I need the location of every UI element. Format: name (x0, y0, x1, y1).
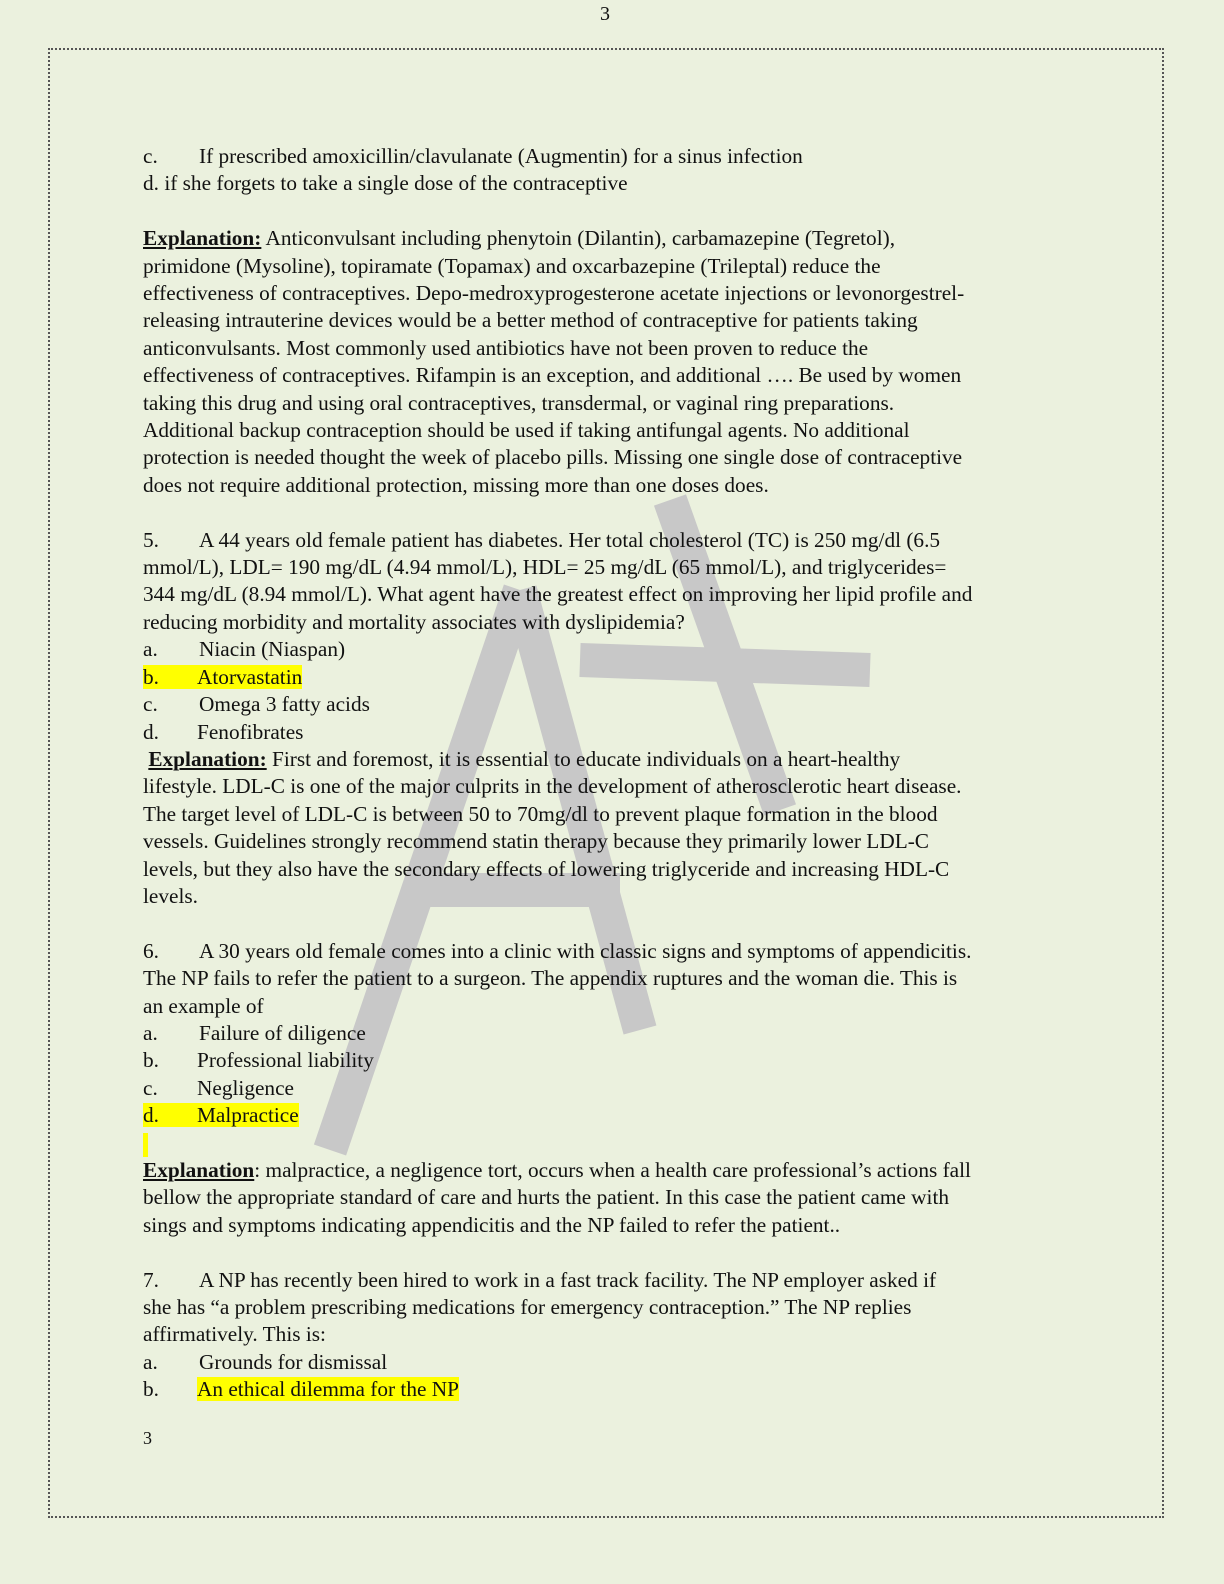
option-label: b. (143, 664, 159, 689)
option-a (143, 636, 1083, 663)
option-text: Omega 3 fatty acids (199, 692, 370, 717)
option-text: Malpractice (197, 1103, 299, 1128)
option-label: a. (143, 637, 158, 662)
question-line: mmol/L), LDL= 190 mg/dL (4.94 mmol/L), HDL= 25 mg/dL (65 mmol/L), and triglycerides= (143, 555, 947, 580)
question-line: A 44 years old female patient has diabetes. Her total cholesterol (TC) is 250 mg/dl (6.5 (199, 527, 941, 552)
question-line: she has “a problem prescribing medications for emergency contraception.” The NP replies (143, 1295, 912, 1319)
explanation-line: bellow the appropriate standard of care and hurts the patient. In this case the patient came with (143, 1185, 950, 1210)
question-7 (143, 1267, 1083, 1404)
question-line: 344 mg/dL (8.94 mmol/L). What agent have the greatest effect on improving her lipid profile and (143, 582, 973, 607)
explanation-line: protection is needed thought the week of placebo pills. Missing one single dose of contraceptive (143, 445, 963, 470)
explanation-heading: Explanation (143, 1157, 255, 1182)
option-label: d. (143, 1103, 159, 1128)
option-label: d. (143, 719, 159, 744)
explanation-line: lifestyle. LDL-C is one of the major culprits in the development of atherosclerotic heart disease. (143, 774, 962, 799)
option-text: Fenofibrates (197, 719, 304, 744)
option-d-correct (143, 1102, 1083, 1129)
option-c (143, 691, 1083, 718)
question-line: reducing morbidity and mortality associates with dyslipidemia? (143, 609, 685, 634)
option-d (143, 719, 1083, 746)
question-number: 7. (143, 1267, 159, 1292)
question-number: 6. (143, 938, 159, 963)
question-line: The NP fails to refer the patient to a surgeon. The appendix ruptures and the woman die. This is (143, 966, 958, 991)
question-line: A 30 years old female comes into a clinic with classic signs and symptoms of appendicitis. (199, 938, 972, 963)
option-label: a. (143, 1020, 158, 1045)
explanation-line: taking this drug and using oral contraceptives, transdermal, or vaginal ring preparations. (143, 390, 895, 415)
document-body (143, 143, 1083, 1404)
option-label: c. (143, 1075, 158, 1100)
option-text: Failure of diligence (199, 1020, 366, 1045)
explanation-line: The target level of LDL-C is between 50 to 70mg/dl to prevent plaque formation in the blood (143, 801, 938, 826)
option-text: Negligence (197, 1075, 294, 1100)
option-b (143, 1047, 1083, 1074)
option-text: Niacin (Niaspan) (199, 637, 346, 662)
question-6 (143, 938, 1083, 1239)
question-line: an example of (143, 993, 264, 1018)
option-c-prev (143, 143, 1083, 170)
explanation-line: anticonvulsants. Most commonly used antibiotics have not been proven to reduce the (143, 335, 869, 360)
option-label: d. (143, 171, 159, 196)
option-text: Atorvastatin (197, 664, 303, 689)
question-number: 5. (143, 527, 159, 552)
explanation-line: sings and symptoms indicating appendicitis and the NP failed to refer the patient.. (143, 1212, 841, 1237)
explanation-line: releasing intrauterine devices would be a better method of contraceptive for patients taking (143, 308, 918, 333)
option-text: If prescribed amoxicillin/clavulanate (Augmentin) for a sinus infection (199, 144, 803, 168)
page-number-footer: 3 (143, 1428, 152, 1448)
page-number-header: 3 (600, 3, 610, 25)
option-a (143, 1349, 1083, 1376)
explanation-line: primidone (Mysoline), topiramate (Topamax) and oxcarbazepine (Trileptal) reduce the (143, 253, 881, 278)
explanation-line: levels, but they also have the secondary effects of lowering triglyceride and increasing HDL-C (143, 856, 950, 881)
explanation-heading: Explanation: (148, 746, 267, 771)
option-c (143, 1075, 1083, 1102)
explanation-line: does not require additional protection, missing more than one doses does. (143, 472, 769, 497)
question-line: A NP has recently been hired to work in a fast track facility. The NP employer asked if (199, 1267, 937, 1292)
explanation-heading: Explanation: (143, 226, 262, 251)
explanation-line: effectiveness of contraceptives. Depo-medroxyprogesterone acetate injections or levonorgestrel- (143, 281, 965, 306)
option-a (143, 1020, 1083, 1047)
option-label: c. (143, 144, 158, 168)
option-label: c. (143, 692, 158, 717)
explanation-prev (143, 225, 1083, 499)
option-text: if she forgets to take a single dose of the contraceptive (164, 171, 628, 196)
option-d-prev (143, 170, 1083, 197)
option-label: b. (143, 1377, 159, 1402)
explanation-line: First and foremost, it is essential to educate individuals on a heart-healthy (272, 746, 901, 771)
question-5 (143, 527, 1083, 911)
highlight-mark (143, 1130, 1083, 1157)
explanation-line: effectiveness of contraceptives. Rifampin is an exception, and additional …. Be used by women (143, 363, 962, 388)
explanation-line: vessels. Guidelines strongly recommend statin therapy because they primarily lower LDL-C (143, 829, 929, 854)
option-text: Grounds for dismissal (199, 1349, 388, 1374)
explanation-line: Anticonvulsant including phenytoin (Dilantin), carbamazepine (Tegretol), (265, 226, 896, 251)
option-label: a. (143, 1349, 158, 1374)
option-text: An ethical dilemma for the NP (197, 1377, 459, 1402)
explanation-line: levels. (143, 883, 198, 908)
option-label: b. (143, 1048, 159, 1073)
explanation-line: Additional backup contraception should be used if taking antifungal agents. No additional (143, 418, 910, 443)
option-b-correct (143, 1376, 1083, 1403)
option-b-correct (143, 664, 1083, 691)
explanation-line: : malpractice, a negligence tort, occurs when a health care professional’s actions fall (254, 1157, 971, 1182)
question-line: affirmatively. This is: (143, 1322, 326, 1347)
option-text: Professional liability (197, 1048, 374, 1073)
